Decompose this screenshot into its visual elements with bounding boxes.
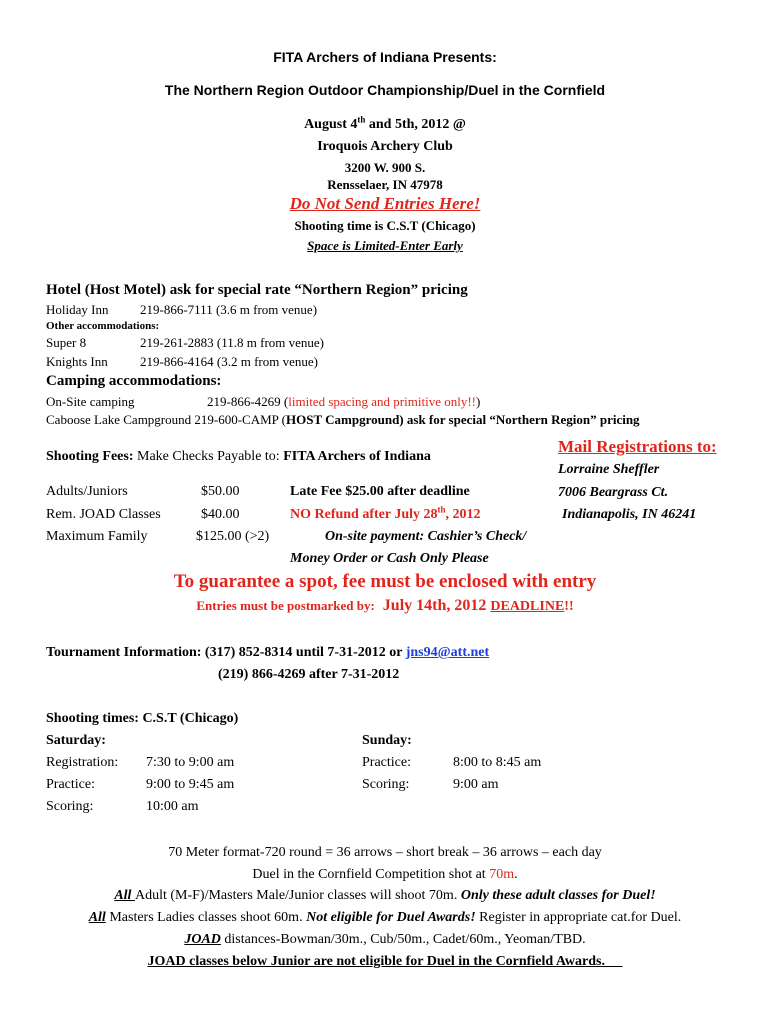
event-title: The Northern Region Outdoor Championship/Duel in the Cornfield xyxy=(164,82,606,98)
warning-text: Do Not Send Entries Here! xyxy=(289,194,481,213)
saturday-row: Practice: 9:00 to 9:45 am xyxy=(46,777,235,792)
duel-line: Duel in the Cornfield Competition shot at 70m. xyxy=(252,867,518,882)
hotel-item: Holiday Inn 219-866-7111 (3.6 m from venue) xyxy=(46,302,318,317)
other-hotel-item: Super 8 219-261-2883 (11.8 m from venue) xyxy=(46,335,325,350)
tournament-phone-after: (219) 866-4269 after 7-31-2012 xyxy=(218,667,400,682)
shooting-times-heading: Shooting times: C.S.T (Chicago) xyxy=(46,711,239,726)
saturday-row: Registration: 7:30 to 9:00 am xyxy=(46,755,235,770)
sunday-row: Scoring: 9:00 am xyxy=(362,777,499,792)
sunday-row: Practice: 8:00 to 8:45 am xyxy=(362,755,542,770)
joad-eligibility-line: JOAD classes below Junior are not eligible for Duel in the Cornfield Awards. xyxy=(147,954,623,969)
refund-policy: NO Refund after July 28th, 2012 xyxy=(290,504,481,522)
onsite-camping-details: 219-866-4269 (limited spacing and primitive only!!) xyxy=(207,394,481,409)
postmark-line: Entries must be postmarked by: July 14th, 2012 DEADLINE!! xyxy=(196,597,574,614)
masters-ladies-line: All Masters Ladies classes shoot 60m. Not eligible for Duel Awards! Register in appropriate cat.for Duel. xyxy=(88,910,682,925)
mail-heading: Mail Registrations to: xyxy=(558,437,717,456)
fee-row: Maximum Family $125.00 (>2) xyxy=(46,529,270,544)
other-hotel-item: Knights Inn 219-866-4164 (3.2 m from venue) xyxy=(46,354,318,369)
tournament-info: Tournament Information: (317) 852-8314 until 7-31-2012 or jns94@att.net xyxy=(46,645,490,660)
address-line2: Rensselaer, IN 47978 xyxy=(327,177,443,192)
mail-street: 7006 Beargrass Ct. xyxy=(558,485,669,500)
saturday-row: Scoring: 10:00 am xyxy=(46,799,199,814)
adult-classes-line: All Adult (M-F)/Masters Male/Junior classes will shoot 70m. Only these adult classes for Duel! xyxy=(114,888,656,903)
event-date: August 4th and 5th, 2012 @ xyxy=(304,114,466,132)
address-line1: 3200 W. 900 S. xyxy=(344,160,426,175)
caboose-campground: Caboose Lake Campground 219-600-CAMP (HOST Campground) ask for special “Northern Region” pricing xyxy=(46,412,640,427)
fee-row: Rem. JOAD Classes $40.00 xyxy=(46,507,240,522)
guarantee-line: To guarantee a spot, fee must be enclosed with entry xyxy=(173,571,597,592)
onsite-camping-label: On-Site camping xyxy=(46,394,135,409)
email-link[interactable]: jns94@att.net xyxy=(405,645,490,660)
onsite-payment: On-site payment: Cashier’s Check/ xyxy=(325,529,527,544)
presents-title: FITA Archers of Indiana Presents: xyxy=(273,49,497,65)
shooting-time-note: Shooting time is C.S.T (Chicago) xyxy=(294,218,476,233)
fee-row: Adults/Juniors $50.00 xyxy=(46,484,240,499)
shooting-fees-line: Shooting Fees: Make Checks Payable to: FITA Archers of Indiana xyxy=(46,449,431,464)
other-accommodations-label: Other accommodations: xyxy=(46,320,160,332)
money-order-note: Money Order or Cash Only Please xyxy=(290,551,489,566)
hotel-heading: Hotel (Host Motel) ask for special rate “Northern Region” pricing xyxy=(46,282,468,298)
saturday-label: Saturday: xyxy=(46,733,106,748)
club-name: Iroquois Archery Club xyxy=(317,139,453,154)
space-limited-note: Space is Limited-Enter Early xyxy=(307,238,463,253)
late-fee: Late Fee $25.00 after deadline xyxy=(290,484,470,499)
camping-heading: Camping accommodations: xyxy=(46,373,222,389)
mail-city: Indianapolis, IN 46241 xyxy=(562,507,697,522)
mail-name: Lorraine Sheffler xyxy=(558,462,660,477)
sunday-label: Sunday: xyxy=(362,733,412,748)
format-line: 70 Meter format-720 round = 36 arrows – short break – 36 arrows – each day xyxy=(168,845,602,860)
joad-distances-line: JOAD distances-Bowman/30m., Cub/50m., Cadet/60m., Yeoman/TBD. xyxy=(184,932,586,947)
